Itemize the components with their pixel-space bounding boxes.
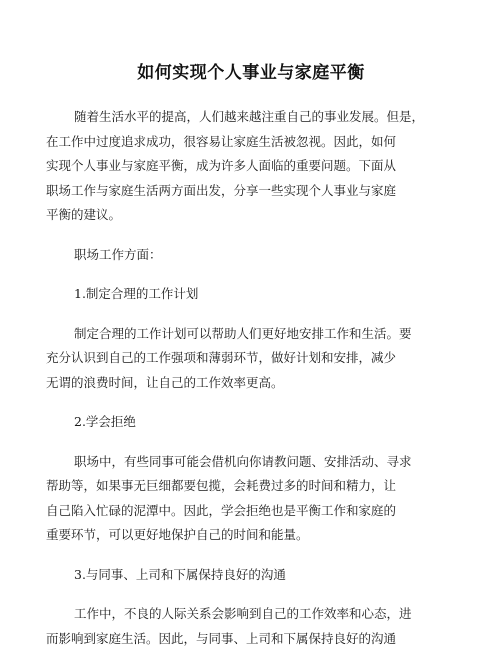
item1-line-3: 无谓的浪费时间，让自己的工作效率更高。 (46, 371, 462, 396)
item2-line-3: 自己陷入忙碌的泥潭中。因此，学会拒绝也是平衡工作和家庭的 (46, 499, 462, 524)
intro-line-1: 随着生活水平的提高，人们越来越注重自己的事业发展。但是， (74, 105, 462, 130)
intro-line-2: 在工作中过度追求成功，很容易让家庭生活被忽视。因此，如何 (46, 130, 462, 155)
item1-line-1: 制定合理的工作计划可以帮助人们更好地安排工作和生活。要 (74, 322, 462, 347)
section-heading-workplace: 职场工作方面： (74, 243, 462, 268)
item1-heading: 1.制定合理的工作计划 (74, 282, 462, 307)
item1-line-2: 充分认识到自己的工作强项和薄弱环节，做好计划和安排，减少 (46, 346, 462, 371)
item3-paragraph (74, 602, 462, 651)
item2-line-1: 职场中，有些同事可能会借机向你请教问题、安排活动、寻求 (74, 450, 462, 475)
item3-heading: 3.与同事、上司和下属保持良好的沟通 (74, 563, 462, 588)
intro-line-4: 职场工作与家庭生活两方面出发，分享一些实现个人事业与家庭 (46, 179, 462, 204)
document-title: 如何实现个人事业与家庭平衡 (40, 58, 462, 83)
intro-line-5: 平衡的建议。 (46, 203, 462, 228)
intro-paragraph (74, 105, 462, 228)
item2-heading: 2.学会拒绝 (74, 410, 462, 435)
intro-line-3: 实现个人事业与家庭平衡，成为许多人面临的重要问题。下面从 (46, 154, 462, 179)
item1-paragraph (74, 322, 462, 396)
item2-line-4: 重要环节，可以更好地保护自己的时间和能量。 (46, 523, 462, 548)
item2-paragraph (74, 450, 462, 548)
item2-line-2: 帮助等，如果事无巨细都要包揽，会耗费过多的时间和精力，让 (46, 474, 462, 499)
item3-line-2: 而影响到家庭生活。因此，与同事、上司和下属保持良好的沟通 (46, 627, 462, 651)
item3-line-1: 工作中，不良的人际关系会影响到自己的工作效率和心态，进 (74, 602, 462, 627)
